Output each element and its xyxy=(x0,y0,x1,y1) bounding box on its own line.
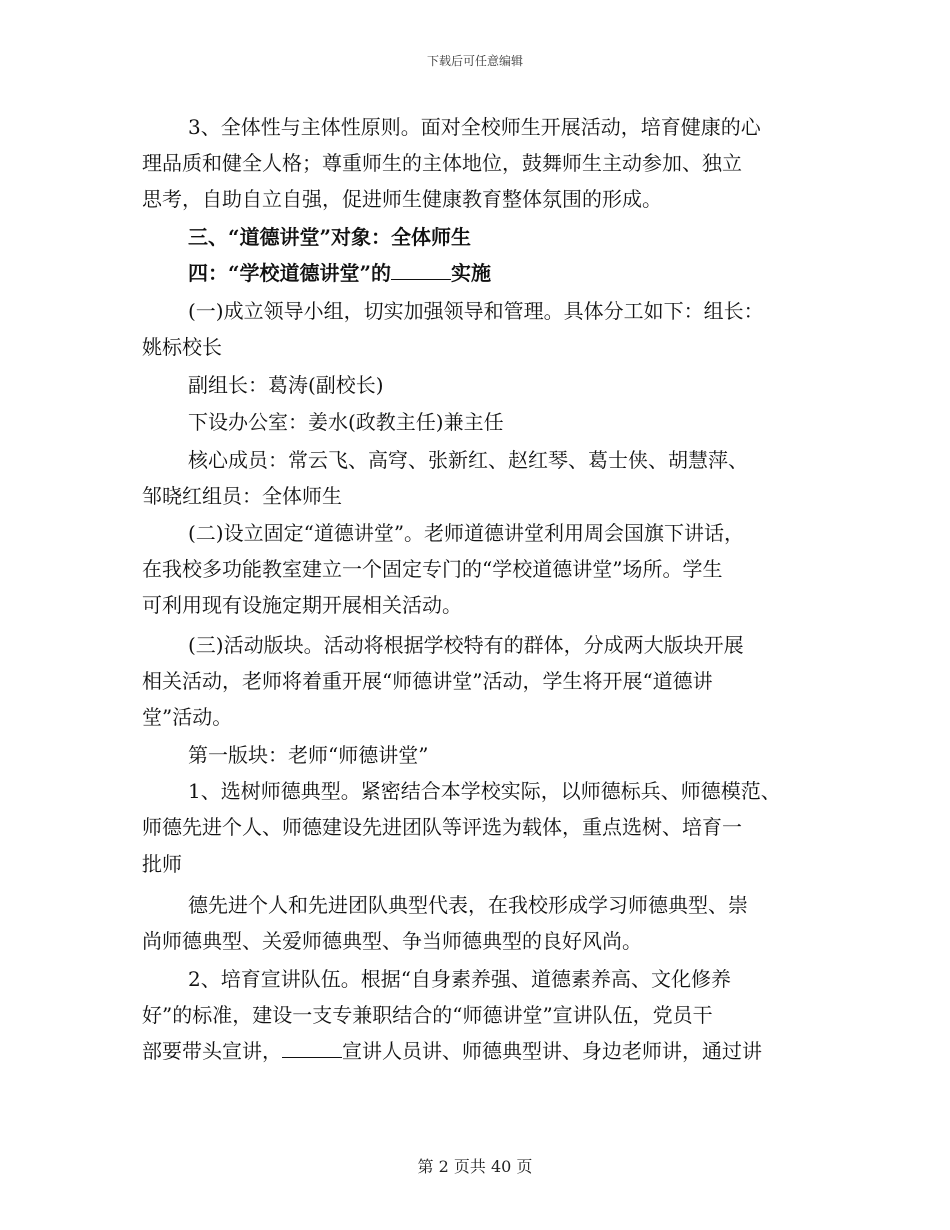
paragraph-line: 尚师德典型、关爱师德典型、争当师德典型的良好风尚。 xyxy=(142,929,642,953)
paragraph-line: 第一版块：老师“师德讲堂” xyxy=(188,743,429,767)
paragraph-line: (一)成立领导小组，切实加强领导和管理。具体分工如下：组长： xyxy=(188,299,764,323)
paragraph-line: 2、培育宣讲队伍。根据“自身素养强、道德素养高、文化修养 xyxy=(188,967,731,991)
heading-text: 四：“学校道德讲堂”的 xyxy=(188,261,392,285)
paragraph-line: 副组长：葛涛(副校长) xyxy=(188,373,384,397)
page-header: 下载后可任意编辑 xyxy=(426,54,523,68)
section-heading: 三、“道德讲堂”对象：全体师生 xyxy=(188,225,472,249)
paragraph-line xyxy=(142,1034,762,1068)
paragraph-line: 下设办公室：姜水(政教主任)兼主任 xyxy=(188,410,504,434)
page-footer: 第 2 页共 40 页 xyxy=(417,1157,533,1176)
paragraph-line: 3、全体性与主体性原则。面对全校师生开展活动，培育健康的心 xyxy=(188,115,761,139)
paragraph-line: 可利用现有设施定期开展相关活动。 xyxy=(142,593,462,617)
paragraph-line: 堂”活动。 xyxy=(142,705,233,729)
paragraph-line: 相关活动，老师将着重开展“师德讲堂”活动，学生将开展“道德讲 xyxy=(142,669,713,693)
paragraph-line: (三)活动版块。活动将根据学校特有的群体，分成两大版块开展 xyxy=(188,633,744,657)
paragraph-line: 姚标校长 xyxy=(142,335,222,359)
paragraph-line: 核心成员：常云飞、高穹、张新红、赵红琴、葛士侠、胡慧萍、 xyxy=(188,448,748,472)
paragraph-line: 邹晓红组员：全体师生 xyxy=(142,484,342,508)
heading-text: 实施 xyxy=(451,261,492,285)
line-text: 宣讲人员讲、师德典型讲、身边老师讲，通过讲 xyxy=(342,1039,762,1063)
paragraph-line: 思考，自助自立自强，促进师生健康教育整体氛围的形成。 xyxy=(142,187,662,211)
paragraph-line: 好”的标准，建设一支专兼职结合的“师德讲堂”宣讲队伍，党员干 xyxy=(142,1003,713,1027)
paragraph-line: 师德先进个人、师德建设先进团队等评选为载体，重点选树、培育一 xyxy=(142,815,742,839)
paragraph-line: 批师 xyxy=(142,852,182,876)
blank-underline xyxy=(391,259,451,280)
paragraph-line: 德先进个人和先进团队典型代表，在我校形成学习师德典型、崇 xyxy=(188,893,748,917)
blank-underline xyxy=(282,1037,342,1058)
paragraph-line: 在我校多功能教室建立一个固定专门的“学校道德讲堂”场所。学生 xyxy=(142,557,723,581)
section-heading xyxy=(188,256,491,290)
line-text: 部要带头宣讲， xyxy=(142,1039,282,1063)
paragraph-line: (二)设立固定“道德讲堂”。老师道德讲堂利用周会国旗下讲话， xyxy=(188,521,745,545)
paragraph-line: 理品质和健全人格；尊重师生的主体地位，鼓舞师生主动参加、独立 xyxy=(142,151,742,175)
paragraph-line: 1、选树师德典型。紧密结合本学校实际，以师德标兵、师德模范、 xyxy=(188,779,781,803)
